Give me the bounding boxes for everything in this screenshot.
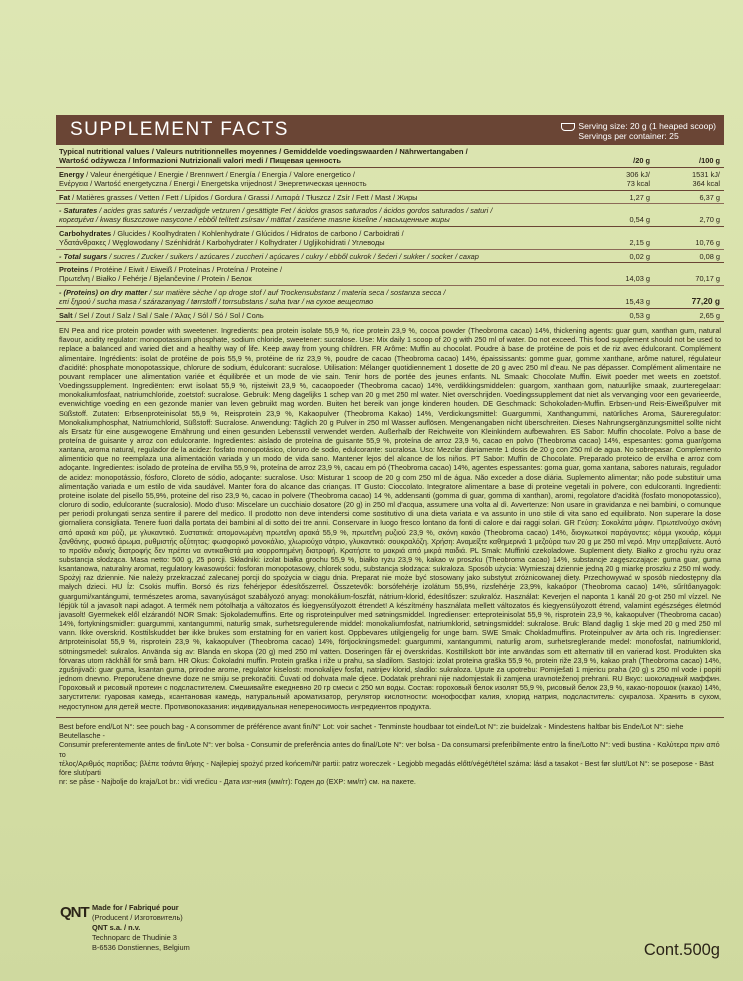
table-row-proteins: Proteins / Protéine / Eiwit / Eiweiß / Proteínas / Proteína / Proteine / Πρωτεΐνη / Białko / Fehérje / Bjelančevine / Protein / Белок 14,03 g 70,17 g (56, 263, 724, 286)
table-row-saturates: - Saturates / acides gras saturés / verzadigde vetzuren / gesättigte Fet / ácidos grasos saturados / ácidos gordos saturados / saturi / κορεσμένα / kwasy tłuszczowe nasycone / ebből telített zsírsav / mättat / zasićene masne kiseline / насыщенные жиры 0,54 g 2,70 g (56, 204, 724, 227)
facts-title: SUPPLEMENT FACTS (70, 119, 289, 140)
table-header-row (56, 145, 724, 168)
nutrition-table (56, 145, 724, 322)
table-row-energy: Energy / Valeur énergétique / Energie / Brennwert / Energía / Energia / Valore energetico / Ενέργεια / Wartość energetyczna / Energi / Energetska vrijednost / Энергетическая ценность 306 kJ/ 73 kcal 1531 kJ/ 364 kcal (56, 168, 724, 191)
divider (56, 717, 724, 718)
col-per-20g: /20 g (633, 156, 650, 166)
table-head-label: Typical nutritional values / Valeurs nutritionnelles moyennes / Gemiddelde voedingswaarden / Nährwertangaben / (59, 147, 468, 156)
serving-info (561, 121, 716, 141)
manufacturer-block (56, 903, 724, 973)
table-row-fat: Fat / Matières grasses / Vetten / Fett / Lípidos / Gordura / Grassi / Λιπαρά / Tłuszcz / Zsír / Fett / Mast / Жиры 1,27 g 6,37 g (56, 191, 724, 204)
col-per-100g: /100 g (699, 156, 720, 166)
supplement-facts-panel (56, 115, 724, 787)
manufacturer-address: Made for / Fabriqué pour (Producent / Изготовитель) QNT s.a. / n.v. Technoparc de Thudinie 3 B-6536 Donstiennes, Belgium (92, 903, 190, 952)
best-before-text: Best before end/Lot N°: see pouch bag - A consommer de préférence avant fin/N° Lot: voir sachet - Tenminste houdbaar tot einde/Lot N°: zie buidelzak - Mindestens haltbar bis Ende/Lot N°: siehe Beutellasche - Consumir preferentemente antes de fin/Lote N°: ver bolsa - Consumir de preferência antes do final/Lote N°: ver bolsa - Da consumarsi preferibilmente entro la fine/Lotto N°: vedi bustina - Καλύτερα πριν από το τέλος/Αριθμός παρτίδας: βλέπε τσάντα θήκης - Najlepiej spożyć przed końcem/Nr partii: patrz woreczek - Legjobb megadás előtt/végét/tétel száma: lásd a tasakot - Best før slutt/Lot N°: se posepose - Bäst före slut/parti nr: se påse - Najbolje do kraja/Lot br.: vidi vrećicu - Дата изг-ния (мм/гг): Годен до (EXP: мм/гг) см. на пакете. (59, 721, 720, 787)
table-row-dry-matter: - (Proteins) on dry matter / sur matière sèche / op droge stof / auf Trockensubstanz / materia seca / sostanza secca / επί ξηρού / sucha masa / szárazanyag / tørrstoff / torrsubstans / suha tvar / на сухое вещество 15,43 g 77,20 g (56, 286, 724, 309)
table-row-sugars: - Total sugars / sucres / Zucker / suikers / azúcares / zuccheri / açúcares / cukry / ebből cukrok / šećeri / sukker / socker / сахар 0,02 g 0,08 g (56, 250, 724, 263)
net-content: Cont.500g (643, 941, 720, 959)
table-head-label-2: Wartość odżywcza / Informazioni Nutrizionali valori medi / Пищевая ценность (59, 156, 341, 166)
facts-header (56, 115, 724, 145)
ingredients-text: EN Pea and rice protein powder with sweetener. Ingredients: pea protein isolate 55,9 %, rice protein 23,9 %, cocoa powder (Theobroma cacao) 14%, thickening agents: guar gum, xanthan gum, natural flavour, acidity regulator: monopotassium phosphate, sodium chloride, sweetener: sucralose. Use: Mix daily 1 scoop of 20 g with 250 ml of water. Do not exceed. This food supplement should not be used to replace a balanced and varied diet and a healthy way of life. Keep away from young children. FR Arôme: Muffin au chocolat. Poudre à base de protéine de pois et de riz avec édulcorant. Complément alimentaire. Ingrédients: isolat de protéine de pois 55,9 %, protéine de riz 23,9 %, poudre de cacao (Theobroma cacao) 14%, épaississants: gomme guar, gomme xanthane, arôme naturel, régulateur d'acidité: phosphate monopotassique, chlorure de sodium, édulcorant: sucralose. Utilisation: Mélanger quotidiennement 1 dosette de 20 g avec 250 ml d'eau. Ne pas dépasser. Complément alimentaire ne pouvant remplacer une alimentation variée et équilibrée et un mode de vie sain. Tenir hors de portée des jeunes enfants. NL Smaak: Chocolate Muffin. Eiwit poeder met weets en zoetstof. Voedingssupplement. Ingrediënten: erwt isolaat 55,9 %, rijsteiwit 23,9 %, cacaopoeder (Theobroma cacao) 14%, verdikkingsmiddelen: guargom, xanthaan gom, natuurlijke smaak, zuurteregelaar: monokaliumfosfaat, natriumchloride, zoetstof: sucralose. Gebruik: Meng dagelijks 1 schep van 20 g met 250 ml water. Niet overschrijden. Voedingssupplement dat niet als vervanging voor een gevarieerde, evenwichtige voeding en een gezonde manier van leven gebruikt mag worden. Buiten het bereik van jonge kinderen houden. DE Geschmack: Schokoladen-Muffin. Erbsen-und Reis-Eiweißpulver mit Süßstoff. Zutaten: Erbsenproteinisolat 55,9 %, Reisprotein 23,9 %, Kakaopulver (Theobroma Kakao) 14%, Verdickungsmittel: Guargummi, Xanthangummi, natürliches Aroma, Säureregulator: Monokaliumphosphat, Natriumchlorid, Süßstoff: Sucralose. Anwendung: Täglich 20 g Pulver in 250 ml Wasser auflösen. Mengenangaben nicht überschreiten. Dieses Nahrungsergänzungsmittel sollte nicht als Ersatz für eine ausgewogene Ernährung und einen gesunden Lebensstil verwendet werden. Außerhalb der Reichweite von Kleinkindern aufbewahren. ES Sabor: Muffin chocolate. Polvo a base de proteína de guisante y arroz con edulcorante. Ingredientes: aislado de proteína de guisante 55,9 %, proteína de arroz 23,9 %, cacao en polvo (Theobroma cacao) 14%, espesantes: goma guar/goma xantana, aroma natural, regulador de la acidez: fosfato monopotásico, cloruro de sodio, edulcorante: sucralosa. Uso: Mezclar diariamente 1 dosis de 20 g con 250 ml de agua. No sobrepasar. Complemento alimenticio que no reemplaza una alimentación variada y un modo de vida sano. Mantener lejos del alcance de los niños. PT Sabor: Muffin de Chocolate. Preparado proteico de ervilha e arroz com adoçante. Ingredientes: isolado de proteína de ervilha 55,9 %, proteína de arroz 23,9 %, cacau em pó (Theobroma cacao) 14%, agentes espessantes: goma guar, goma xantana, sabores naturais, regulador de acidez: monopotássio, fósforo, Cloreto de sódio, adoçante: sucralose. Uso: Misturar 1 scoop de 20 g com 250 ml de água. Não exceder a dose diária. Suplemento alimentar; não pode substituir uma alimentação variada e um estilo de vida saudável. Manter fora do alcance das crianças. IT Gusto: Cioccolato. Integratore alimentare a base di proteine vegetali in polvere, con edulcoranti. Ingredienti: proteine isolate del pisello 55,9%, proteine del riso 23,9 %, cacao in polvere (Theobroma cacao) 14 %, addensanti (gomma di guar, gomma di xanthan), aromi, regolatore d'acidità (fosfato monopotassico), cloruro di sodio, edulcorante (sucralosio). Modo d'uso: Miscelare un cucchiaio dosatore (20 g) in 250 ml d'acqua, assumere una volta al dì. Avvertenze: Non usare in gravidanza e nei bambini, o comunque per periodi prolungati senza sentire il parere del medico. Il prodotto non deve intendersi come sostitutivo di una dieta variata e va assunto in uno stile di vita sano ed equilibrato. Non superare la dose giornaliera consigliata. Tenere fuori dalla portata dei bambini al di sotto dei tre anni. Conservare in luogo fresco lontano da fonti di calore e dai raggi solari. GR Γεύση: Σοκολάτα μάφιν. Πρωτεϊνούχο σκόνη από αρακά και ρύζι, με γλυκαντικό. Συστατικά: απομονωμένη πρωτεΐνη αρακά 55,9 %, πρωτεΐνη ρυζιού 23,9 %, σκόνη κακάο (Theobroma cacao) 14%, διογκωτικοί παράγοντες: κόμμι γκουάρ, κόμμι ξανθάνης, φυσικό άρωμα, ρυθμιστής οξύτητας: φωσφορικό μονοκάλιο, χλωριούχο νάτριο, γλυκαντικό: σουκραλόζη. Χρήση: Αναμείξτε καθημερινά 1 μεζούρα των 20 g με 250 ml νερό. Μην υπερβαίνετε. Αυτό το προϊόν ειδικής διατροφής δεν πρέπει να αντικαθιστά μια ισορροπημένη διατροφή. Κρατήστε το μακριά από μικρά παιδιά. PL Smak: Muffinki czekoladowe. Suplement diety. Białko z grochu ryżu oraz substancja słodząca. Masa netto: 500 g, 25 porcji. Składniki: izolat białka grochu 55,9 %, białko ryżu 23,9 %, kakao w proszku (Theobroma cacao) 14%, substancje zagęszczające: guma guar, guma ksantanowa, naturalny aromat, regulatory kwasowości: fosforan monopotasowy, chlorek sodu, substancja słodząca: sukraloza. Sposób użycia: Wymieszaj dziennie jedną 20 g miarkę proszku z 250 ml wody. Spożyj raz dziennie. Nie należy przekraczać zalecanej porcji do spożycia w ciągu dnia. Preparat nie może być stosowany jako substytut zróżnicowanej diety. Przechowywać w sposób niedostępny dla małych dzieci. HU Íz: Csokis muffin. Borsó és rizs fehérjepor édesítőszerrel. Összetevők: borsófehérje izolátum 55,9%, rizsfehérje 23,9%, kakaópor (Theobroma cacao) 14%, sűrítőanyagok: guargumi/xantángumi, természetes aroma, savanyúságot szabályozó anyag: monokálium-foszfát, nátrium-klorid, édesítőszer: szukralóz. Használat: Keverjen el naponta 1 kanál 20 g-ot 250 ml vízzel. Ne lépjük túl a javasolt napi adagot. A termék nem pótolhatja a változatos és kiegyensúlyozott étrendet! A készítmény használata mellett változatos és kiegyensúlyozott étrend, valamint egészséges életmód javasolt! Gyermekek elől elzárandó! NOR Smak: Sjokolademuffins. Erte og risproteinpulver med søtningsmiddel. Ingredienser: erteproteinisolat 55,9 %, risprotein 23,9 %, kakaopulver (Theobroma cacao) 14%, fortykningsmidler: guargummi, xantangummi, naturlig smak, surhetsregulerende middel: monokaliumfosfat, natriumklorid, søtningsmiddel: sukralose. Bruk: Bland daglig 1 skje med 20 g med 250 ml vann. Ikke overskrid. Kosttilskuddet bør ikke brukes som erstatning for en variert kost. Oppbevares utilgjengelig for unge barn. SWE Smak: Chokladmuffins. Proteinpulver av ärta och ris. Ingredienser: ärtproteinisolat 55,9 %, risprotein 23,9 %, kakaopulver (Theobroma cacao) 14%, förtjockningsmedel: guargummi, xantangummi, naturlig arom, surhetsreglerande medel: monofosfat, natriumklorid, sötningsmedel: sukralos. Använda sig av: Blanda en skopa (20 g) med 250 ml vatten. Doseringen får ej överskridas. Kosttillskott bör inte användas som ett alternativ till en varierad kost. Produkten ska förvaras utom räckhåll för små barn. HR Okus: Čokoladni muffin. Protein graška i riže u prahu, sa sladilom. Sastojci: izolat proteina graška 55,9 %, protein riže 23,9 %, kakao prah (Theobroma cacao) 14%, zgušnjivači: guar guma, ksantan guma, prirodne arome, regulator kiselosti: monokalijev fosfat, natrijev klorid, sladilo: sukraloza. Upute za upotrebu: Pomiješati 1 mjericu praha (20 g) s 250 ml vode i popiti jednom dnevno. Preporučene dnevne doze ne smiju se prekoračiti. Čuvati od dohvata male djece. Dodatak prehrani nije nadomjestak ili zamjena uravnoteženoj prehrani. RU Вкус: шоколадный маффин. Гороховый и рисовый протеин с подсластителем. Смешивайте ежедневно 20 гр смеси с 250 мл воды. Состав: гороховый белок изолят 55,9 %, рисовый белок 23,9 %, какао-порошок (какао) 14%, загустители: гуаровая камедь, ксантановая камедь, натуральный ароматизатор, регулятор кислотности: монофосфат калия, хлорид натрия, подсластитель: сукралоза. Хранить в сухом, недоступном для детей месте. Противопоказания: индивидуальная непереносимость ингредиентов продукта. (59, 326, 721, 711)
serving-size: Serving size: 20 g (1 heaped scoop) (578, 121, 716, 131)
scoop-icon (561, 123, 575, 131)
servings-per-container: Servings per container: 25 (578, 131, 679, 141)
table-row-salt: Salt / Sel / Zout / Salz / Sal / Sale / Άλας / Sól / Só / Sol / Соль 0,53 g 2,65 g (56, 309, 724, 322)
qnt-logo: QNT (60, 904, 89, 921)
table-row-carbohydrates: Carbohydrates / Glucides / Koolhydraten / Kohlenhydrate / Glúcidos / Hidratos de carbono / Carboidrati / Υδατάνθρακες / Węglowodany / Szénhidrát / Karbohydrater / Kolhydrater / Ugljikohidrati / Углеводы 2,15 g 10,76 g (56, 227, 724, 250)
